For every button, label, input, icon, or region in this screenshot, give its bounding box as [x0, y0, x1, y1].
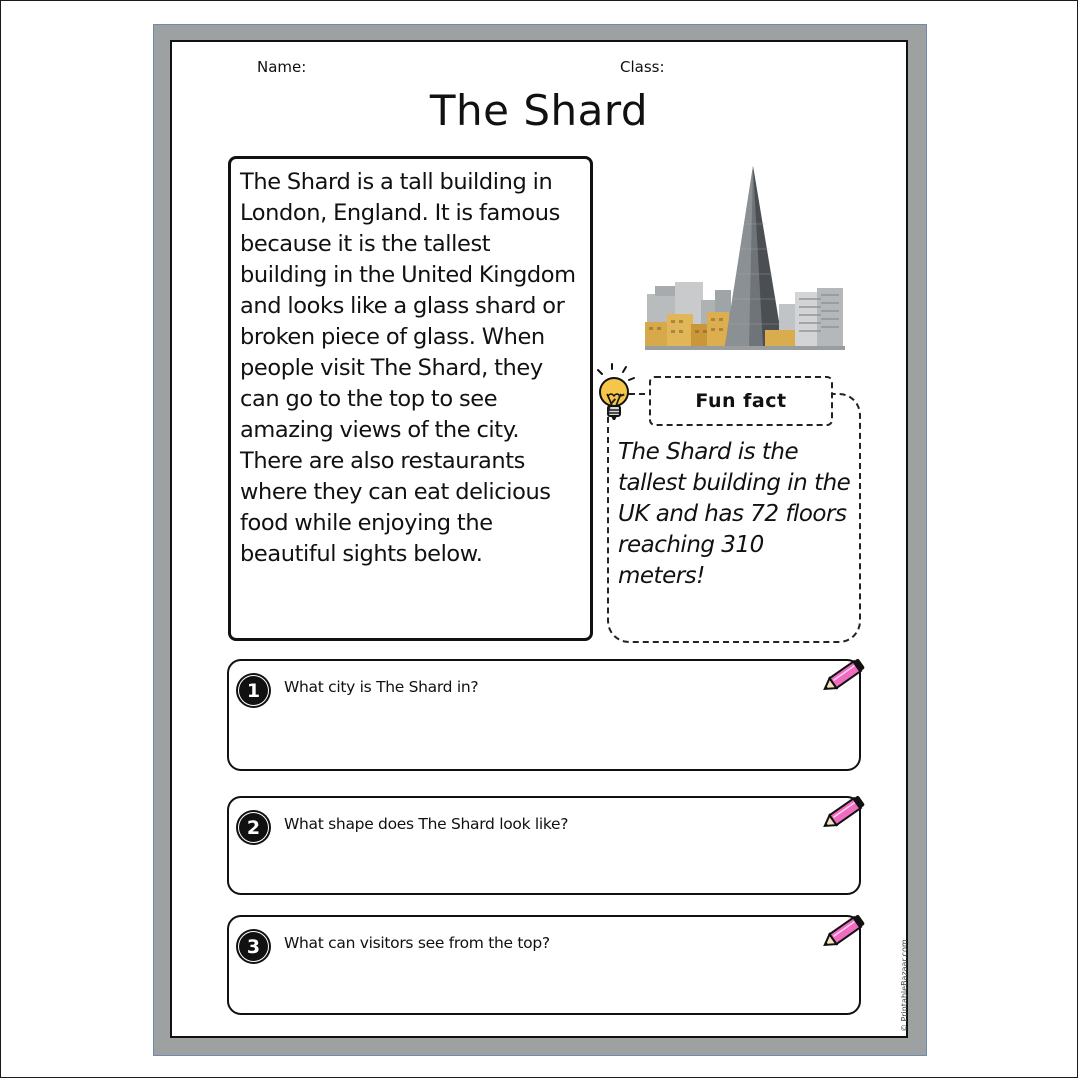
question-number-3: 3	[238, 931, 269, 962]
reading-passage-text: The Shard is a tall building in London, England. It is famous because it is the tallest building in the United Kingdom and looks like a glass shard or broken piece of glass. When people visit The Shard, they can go to the top to see amazing views of the city. There are also restaurants where they can eat delicious food while enjoying the beautiful sights below.	[240, 169, 576, 567]
fun-fact-heading: Fun fact	[649, 376, 833, 426]
page-title: The Shard	[429, 86, 649, 135]
question-box-3[interactable]	[227, 915, 861, 1015]
pencil-icon	[819, 790, 871, 836]
question-number-2: 2	[238, 812, 269, 843]
class-label: Class:	[620, 58, 665, 76]
question-box-2[interactable]	[227, 796, 861, 895]
reading-passage-box	[228, 156, 593, 641]
shard-skyline-illustration	[645, 164, 845, 350]
question-text-1: What city is The Shard in?	[284, 678, 479, 696]
fun-fact-text: The Shard is the tallest building in the UK and has 72 floors reaching 310 meters!	[618, 439, 851, 589]
copyright-text: © PrintableBazaar.com	[900, 939, 909, 1032]
pencil-icon	[819, 909, 871, 955]
question-box-1[interactable]	[227, 659, 861, 771]
name-label: Name:	[257, 58, 307, 76]
question-number-1: 1	[238, 675, 269, 706]
question-text-2: What shape does The Shard look like?	[284, 815, 569, 833]
worksheet-sheet	[170, 40, 908, 1038]
page-mat	[153, 24, 927, 1056]
question-text-3: What can visitors see from the top?	[284, 934, 550, 952]
pencil-icon	[819, 653, 871, 699]
